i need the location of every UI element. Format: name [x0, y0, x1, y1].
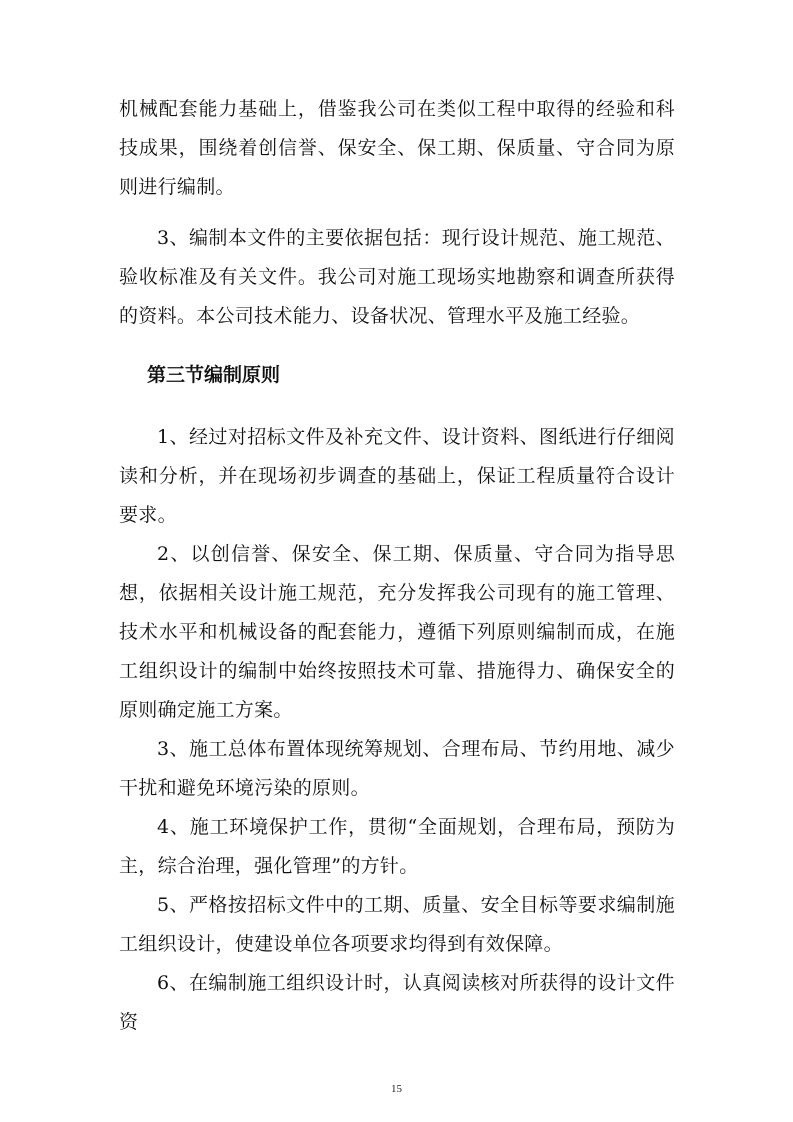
page-number: 15 [391, 1083, 402, 1095]
principle-item-4: 4、施工环境保护工作，贯彻“全面规划，合理布局，预防为主，综合治理，强化管理”的方针。 [119, 816, 675, 877]
principle-item-2: 2、以创信誉、保安全、保工期、保质量、守合同为指导思想，依据相关设计施工规范，充分发挥我公司现有的施工管理、技术水平和机械设备的配套能力，遵循下列原则编制而成，在施工组织设计的编制中始终按照技术可靠、措施得力、确保安全的原则确定施工方案。 [119, 543, 675, 721]
paragraph-continuation: 机械配套能力基础上，借鉴我公司在类似工程中取得的经验和科技成果，围绕着创信誉、保安全、保工期、保质量、守合同为原则进行编制。 [119, 98, 675, 198]
principle-item-5: 5、严格按招标文件中的工期、质量、安全目标等要求编制施工组织设计，使建设单位各项要求均得到有效保障。 [119, 894, 675, 955]
principle-item-1: 1、经过对招标文件及补充文件、设计资料、图纸进行仔细阅读和分析，并在现场初步调查的基础上，保证工程质量符合设计要求。 [119, 426, 675, 526]
page-content [119, 90, 675, 1042]
principle-item-3: 3、施工总体布置体现统筹规划、合理布局、节约用地、减少干扰和避免环境污染的原则。 [119, 738, 675, 799]
principle-item-6: 6、在编制施工组织设计时，认真阅读核对所获得的设计文件资 [119, 972, 675, 1033]
paragraph-basis: 3、编制本文件的主要依据包括：现行设计规范、施工规范、验收标准及有关文件。我公司对施工现场实地勘察和调查所获得的资料。本公司技术能力、设备状况、管理水平及施工经验。 [119, 227, 675, 327]
section-title: 第三节编制原则 [147, 364, 281, 386]
